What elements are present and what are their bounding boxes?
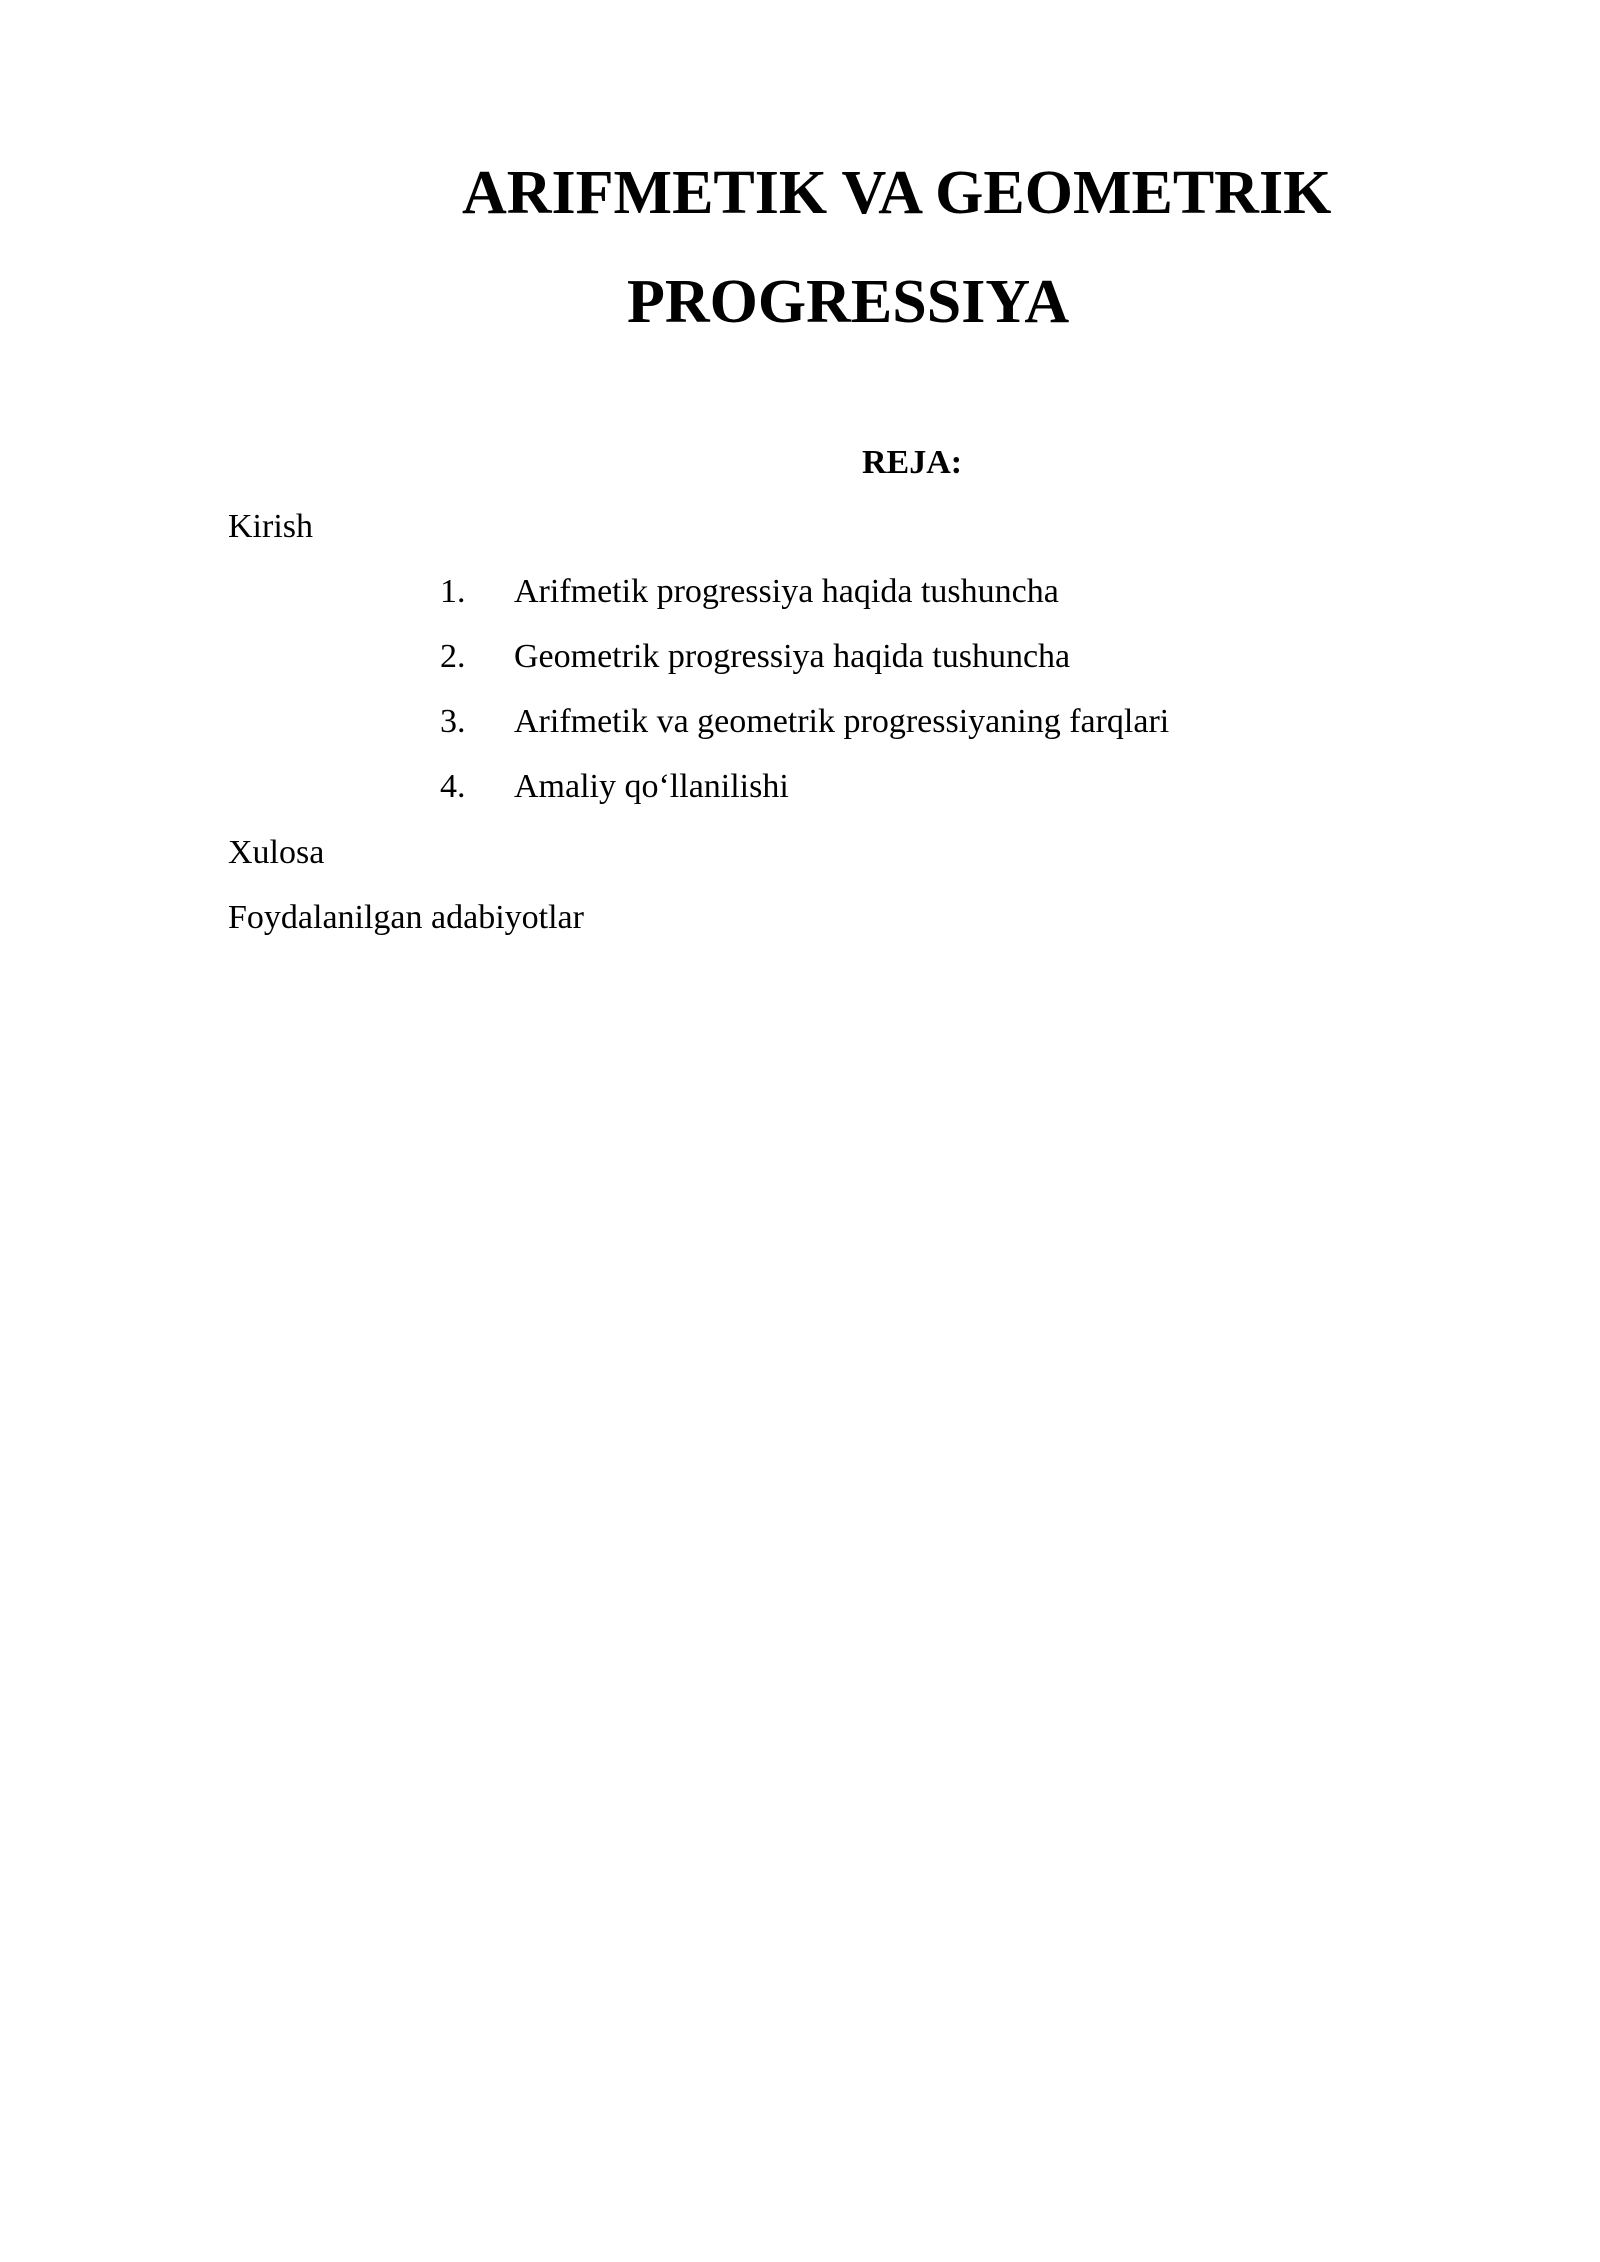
- plan-item-number: 2.: [440, 638, 466, 675]
- title-line-1: ARIFMETIK VA GEOMETRIK: [462, 159, 1332, 227]
- plan-item-text: Geometrik progressiya haqida tushuncha: [514, 638, 1071, 675]
- conclusion-line: Xulosa: [228, 834, 325, 871]
- plan-item-text: Amaliy qo‘llanilishi: [514, 768, 789, 805]
- title-line-2: PROGRESSIYA: [627, 268, 1070, 336]
- plan-item-number: 4.: [440, 768, 466, 805]
- plan-item-text: Arifmetik va geometrik progressiyaning farqlari: [514, 703, 1170, 740]
- plan-item-number: 1.: [440, 573, 466, 610]
- intro-line: Kirish: [228, 508, 313, 545]
- references-line: Foydalanilgan adabiyotlar: [228, 899, 584, 936]
- plan-item-number: 3.: [440, 703, 466, 740]
- plan-item-text: Arifmetik progressiya haqida tushuncha: [514, 573, 1059, 610]
- plan-heading: REJA:: [862, 444, 963, 481]
